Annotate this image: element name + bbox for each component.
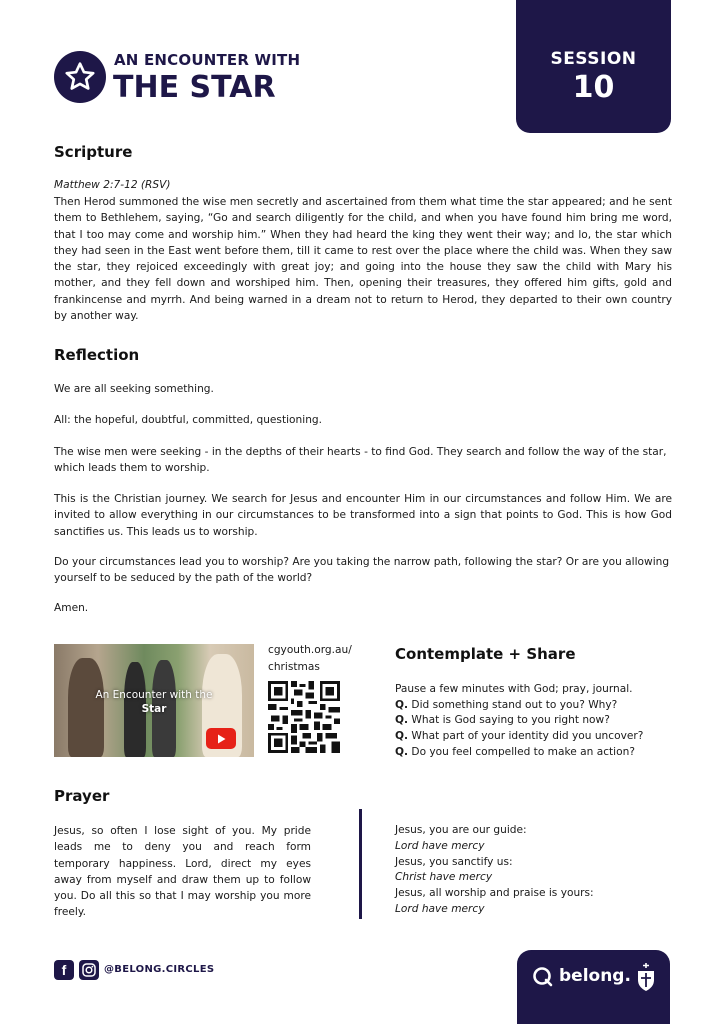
video-caption-line: Star: [141, 703, 167, 715]
crest-icon: [635, 962, 657, 992]
star-icon: [63, 60, 97, 94]
brand-name: belong.: [559, 966, 631, 986]
question-item: [395, 698, 643, 714]
question-label: Q.: [395, 745, 409, 758]
litany-line: Jesus, you sanctify us:: [395, 855, 513, 868]
video-url-line: cgyouth.org.au/: [268, 644, 352, 656]
prayer-heading: Prayer: [54, 787, 110, 805]
litany-line: Jesus, you are our guide:: [395, 824, 527, 836]
question-label: Q.: [395, 698, 409, 711]
reflection-paragraph: All: the hopeful, doubtful, committed, questioning.: [54, 414, 322, 426]
prayer-divider: [359, 809, 362, 919]
contemplate-intro: Pause a few minutes with God; pray, journal.: [395, 683, 633, 695]
contemplate-heading: Contemplate + Share: [395, 645, 576, 663]
video-caption: [54, 688, 254, 716]
litany-response: Lord have mercy: [395, 839, 485, 852]
scripture-reference: Matthew 2:7-12 (RSV): [54, 179, 171, 191]
facebook-icon[interactable]: [54, 960, 74, 980]
question-text: What part of your identity did you uncover?: [411, 730, 644, 743]
video-thumbnail[interactable]: [54, 644, 254, 757]
logo-star-badge: [54, 51, 106, 103]
reflection-paragraph: Do your circumstances lead you to worship? Are you taking the narrow path, following the star? Or are you allowing yourself to be seduced by the path of the world?: [54, 556, 670, 585]
litany-line: Jesus, all worship and praise is yours:: [395, 887, 594, 900]
belong-logo-icon: [532, 966, 554, 988]
reflection-paragraph: Amen.: [54, 602, 89, 614]
question-text: Did something stand out to you? Why?: [411, 698, 618, 711]
scripture-heading: Scripture: [54, 143, 133, 161]
play-icon: [215, 733, 227, 745]
reflection-paragraph: The wise men were seeking - in the depths of their hearts - to find God. They search and follow the way of the star, which leads them to worship.: [54, 446, 667, 475]
reflection-paragraph: This is the Christian journey. We search for Jesus and encounter Him in our circumstances and follow Him. We are invited to allow everything in our circumstances to be transformed into a sign that points to God. This is how God sanctifies us. This leads us to worship.: [54, 493, 672, 538]
play-button[interactable]: [206, 728, 236, 749]
question-label: Q.: [395, 730, 409, 743]
question-item: [395, 713, 643, 729]
question-item: [395, 729, 643, 745]
video-caption-line: An Encounter with the: [95, 689, 213, 701]
social-handle[interactable]: @BELONG.CIRCLES: [104, 964, 215, 975]
session-tab: [516, 0, 671, 133]
contemplate-list: [395, 682, 643, 761]
qr-code-icon: [268, 681, 340, 753]
video-url-line: christmas: [268, 660, 320, 673]
question-label: Q.: [395, 714, 409, 727]
prayer-text: Jesus, so often I lose sight of you. My pride leads me to deny you and reach form temporary happiness. Lord, direct my eyes away from myself and draw them up to follow you. Do all this so that I may worship you more freely.: [54, 825, 311, 919]
instagram-glyph-icon: [82, 963, 96, 977]
header-title: THE STAR: [113, 70, 276, 105]
video-url[interactable]: [268, 642, 352, 675]
litany-response: Lord have mercy: [395, 902, 485, 915]
question-text: What is God saying to you right now?: [411, 714, 610, 727]
belong-brand-tab: [517, 950, 670, 1024]
question-item: [395, 745, 643, 761]
litany-response: Christ have mercy: [395, 871, 493, 884]
session-number: 10: [572, 70, 615, 105]
reflection-heading: Reflection: [54, 346, 140, 364]
facebook-glyph: f: [61, 962, 67, 978]
reflection-paragraph: We are all seeking something.: [54, 383, 214, 395]
instagram-icon[interactable]: [79, 960, 99, 980]
session-label: SESSION: [550, 49, 637, 69]
prayer-litany: [395, 823, 594, 918]
scripture-text: Then Herod summoned the wise men secretly and ascertained from them what time the star appeared; and he sent them to Bethlehem, saying, “Go and search diligently for the child, and when you have found him bring me word, that I too may come and worship him.” When they had heard the king they went their way; and lo, the star which they had seen in the East went before them, till it came to rest over the place where the child was. When they saw the star, they rejoiced exceedingly with great joy; and going into the house they saw the child with Mary his mother, and they fell down and worshiped him. Then, opening their treasures, they offered him gifts, gold and frankincense and myrrh. And being warned in a dream not to return to Herod, they departed to their own country by another way.: [54, 196, 672, 323]
question-text: Do you feel compelled to make an action?: [411, 745, 635, 758]
header-subtitle: AN ENCOUNTER WITH: [114, 51, 301, 69]
